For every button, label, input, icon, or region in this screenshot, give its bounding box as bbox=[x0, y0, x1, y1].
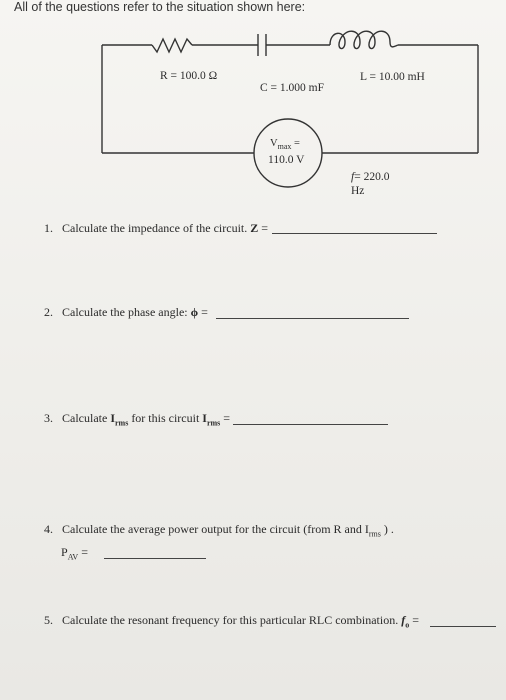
inductor-symbol bbox=[330, 31, 398, 48]
question-1: 1. Calculate the impedance of the circuit. Z = bbox=[44, 221, 269, 235]
resistor-label: R = 100.0 Ω bbox=[160, 70, 218, 82]
question-3: 3. Calculate $I_{rms}$ for this circuit $I_{rms}$ = bbox=[44, 411, 231, 428]
answer-blank-5[interactable] bbox=[430, 626, 496, 627]
intro-text: All of the questions refer to the situation shown here: bbox=[14, 0, 306, 14]
inductor-label: L = 10.00 mH bbox=[360, 71, 425, 83]
vmax-value: 110.0 V bbox=[268, 154, 305, 166]
question-2: 2. Calculate the phase angle: ϕ = bbox=[44, 305, 208, 319]
answer-blank-2[interactable] bbox=[216, 318, 409, 319]
frequency-unit: Hz bbox=[351, 185, 365, 197]
rlc-circuit-diagram bbox=[0, 0, 506, 220]
question-5: 5. Calculate the resonant frequency for this particular RLC combination. $f_o$ = bbox=[44, 613, 420, 630]
frequency-label: f= 220.0 bbox=[351, 171, 390, 183]
resistor-symbol bbox=[152, 39, 192, 52]
answer-blank-4[interactable] bbox=[104, 558, 206, 559]
frequency-symbol: f bbox=[351, 171, 355, 183]
question-4: 4. Calculate the average power output for the circuit (from R and $I_{rms}$ ) . bbox=[44, 522, 394, 539]
vmax-label: $V_{max}$ = bbox=[270, 138, 300, 152]
pav-label: $P_{AV}$ = bbox=[61, 545, 88, 562]
answer-blank-1[interactable] bbox=[272, 233, 437, 234]
capacitor-label: C = 1.000 mF bbox=[260, 82, 324, 94]
answer-blank-3[interactable] bbox=[233, 424, 388, 425]
vmax-subscript: max bbox=[277, 142, 292, 152]
ac-source-circle bbox=[254, 119, 322, 187]
